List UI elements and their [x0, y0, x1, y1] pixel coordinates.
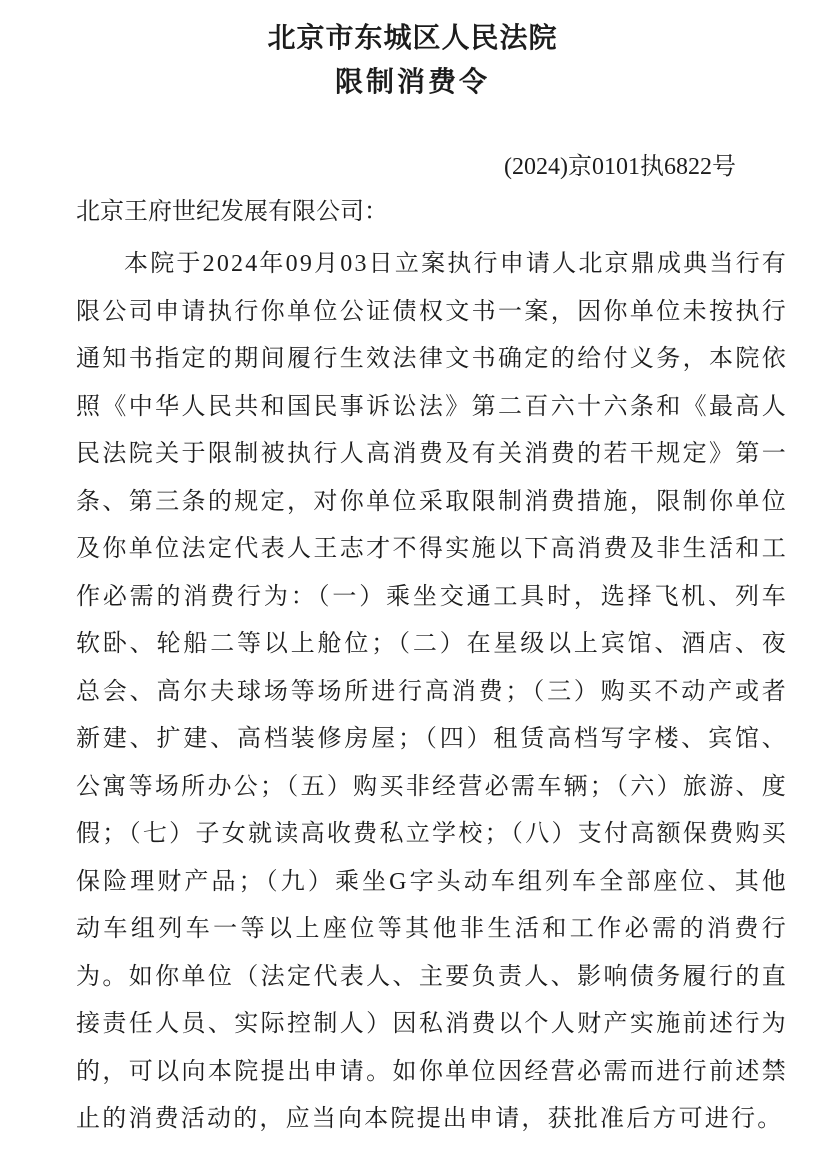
case-number: (2024)京0101执6822号: [504, 154, 736, 180]
document-header: [0, 22, 825, 100]
order-body-paragraph: 本院于2024年09月03日立案执行申请人北京鼎成典当行有限公司申请执行你单位公证债权文书一案，因你单位未按执行通知书指定的期间履行生效法律文书确定的给付义务，本院依照《中华人民共和国民事诉讼法》第二百六十六条和《最高人民法院关于限制被执行人高消费及有关消费的若干规定》第一条、第三条的规定，对你单位采取限制消费措施，限制你单位及你单位法定代表人王志才不得实施以下高消费及非生活和工作必需的消费行为：（一）乘坐交通工具时，选择飞机、列车软卧、轮船二等以上舱位；（二）在星级以上宾馆、酒店、夜总会、高尔夫球场等场所进行高消费；（三）购买不动产或者新建、扩建、高档装修房屋；（四）租赁高档写字楼、宾馆、公寓等场所办公；（五）购买非经营必需车辆；（六）旅游、度假；（七）子女就读高收费私立学校；（八）支付高额保费购买保险理财产品；（九）乘坐G字头动车组列车全部座位、其他动车组列车一等以上座位等其他非生活和工作必需的消费行为。如你单位（法定代表人、主要负责人、影响债务履行的直接责任人员、实际控制人）因私消费以个人财产实施前述行为的，可以向本院提出申请。如你单位因经营必需而进行前述禁止的消费活动的，应当向本院提出申请，获批准后方可进行。: [76, 251, 788, 1132]
addressee-line: 北京王府世纪发展有限公司：: [76, 199, 388, 225]
document-title: 限制消费令: [334, 67, 490, 98]
court-name: 北京市东城区人民法院: [267, 23, 558, 54]
